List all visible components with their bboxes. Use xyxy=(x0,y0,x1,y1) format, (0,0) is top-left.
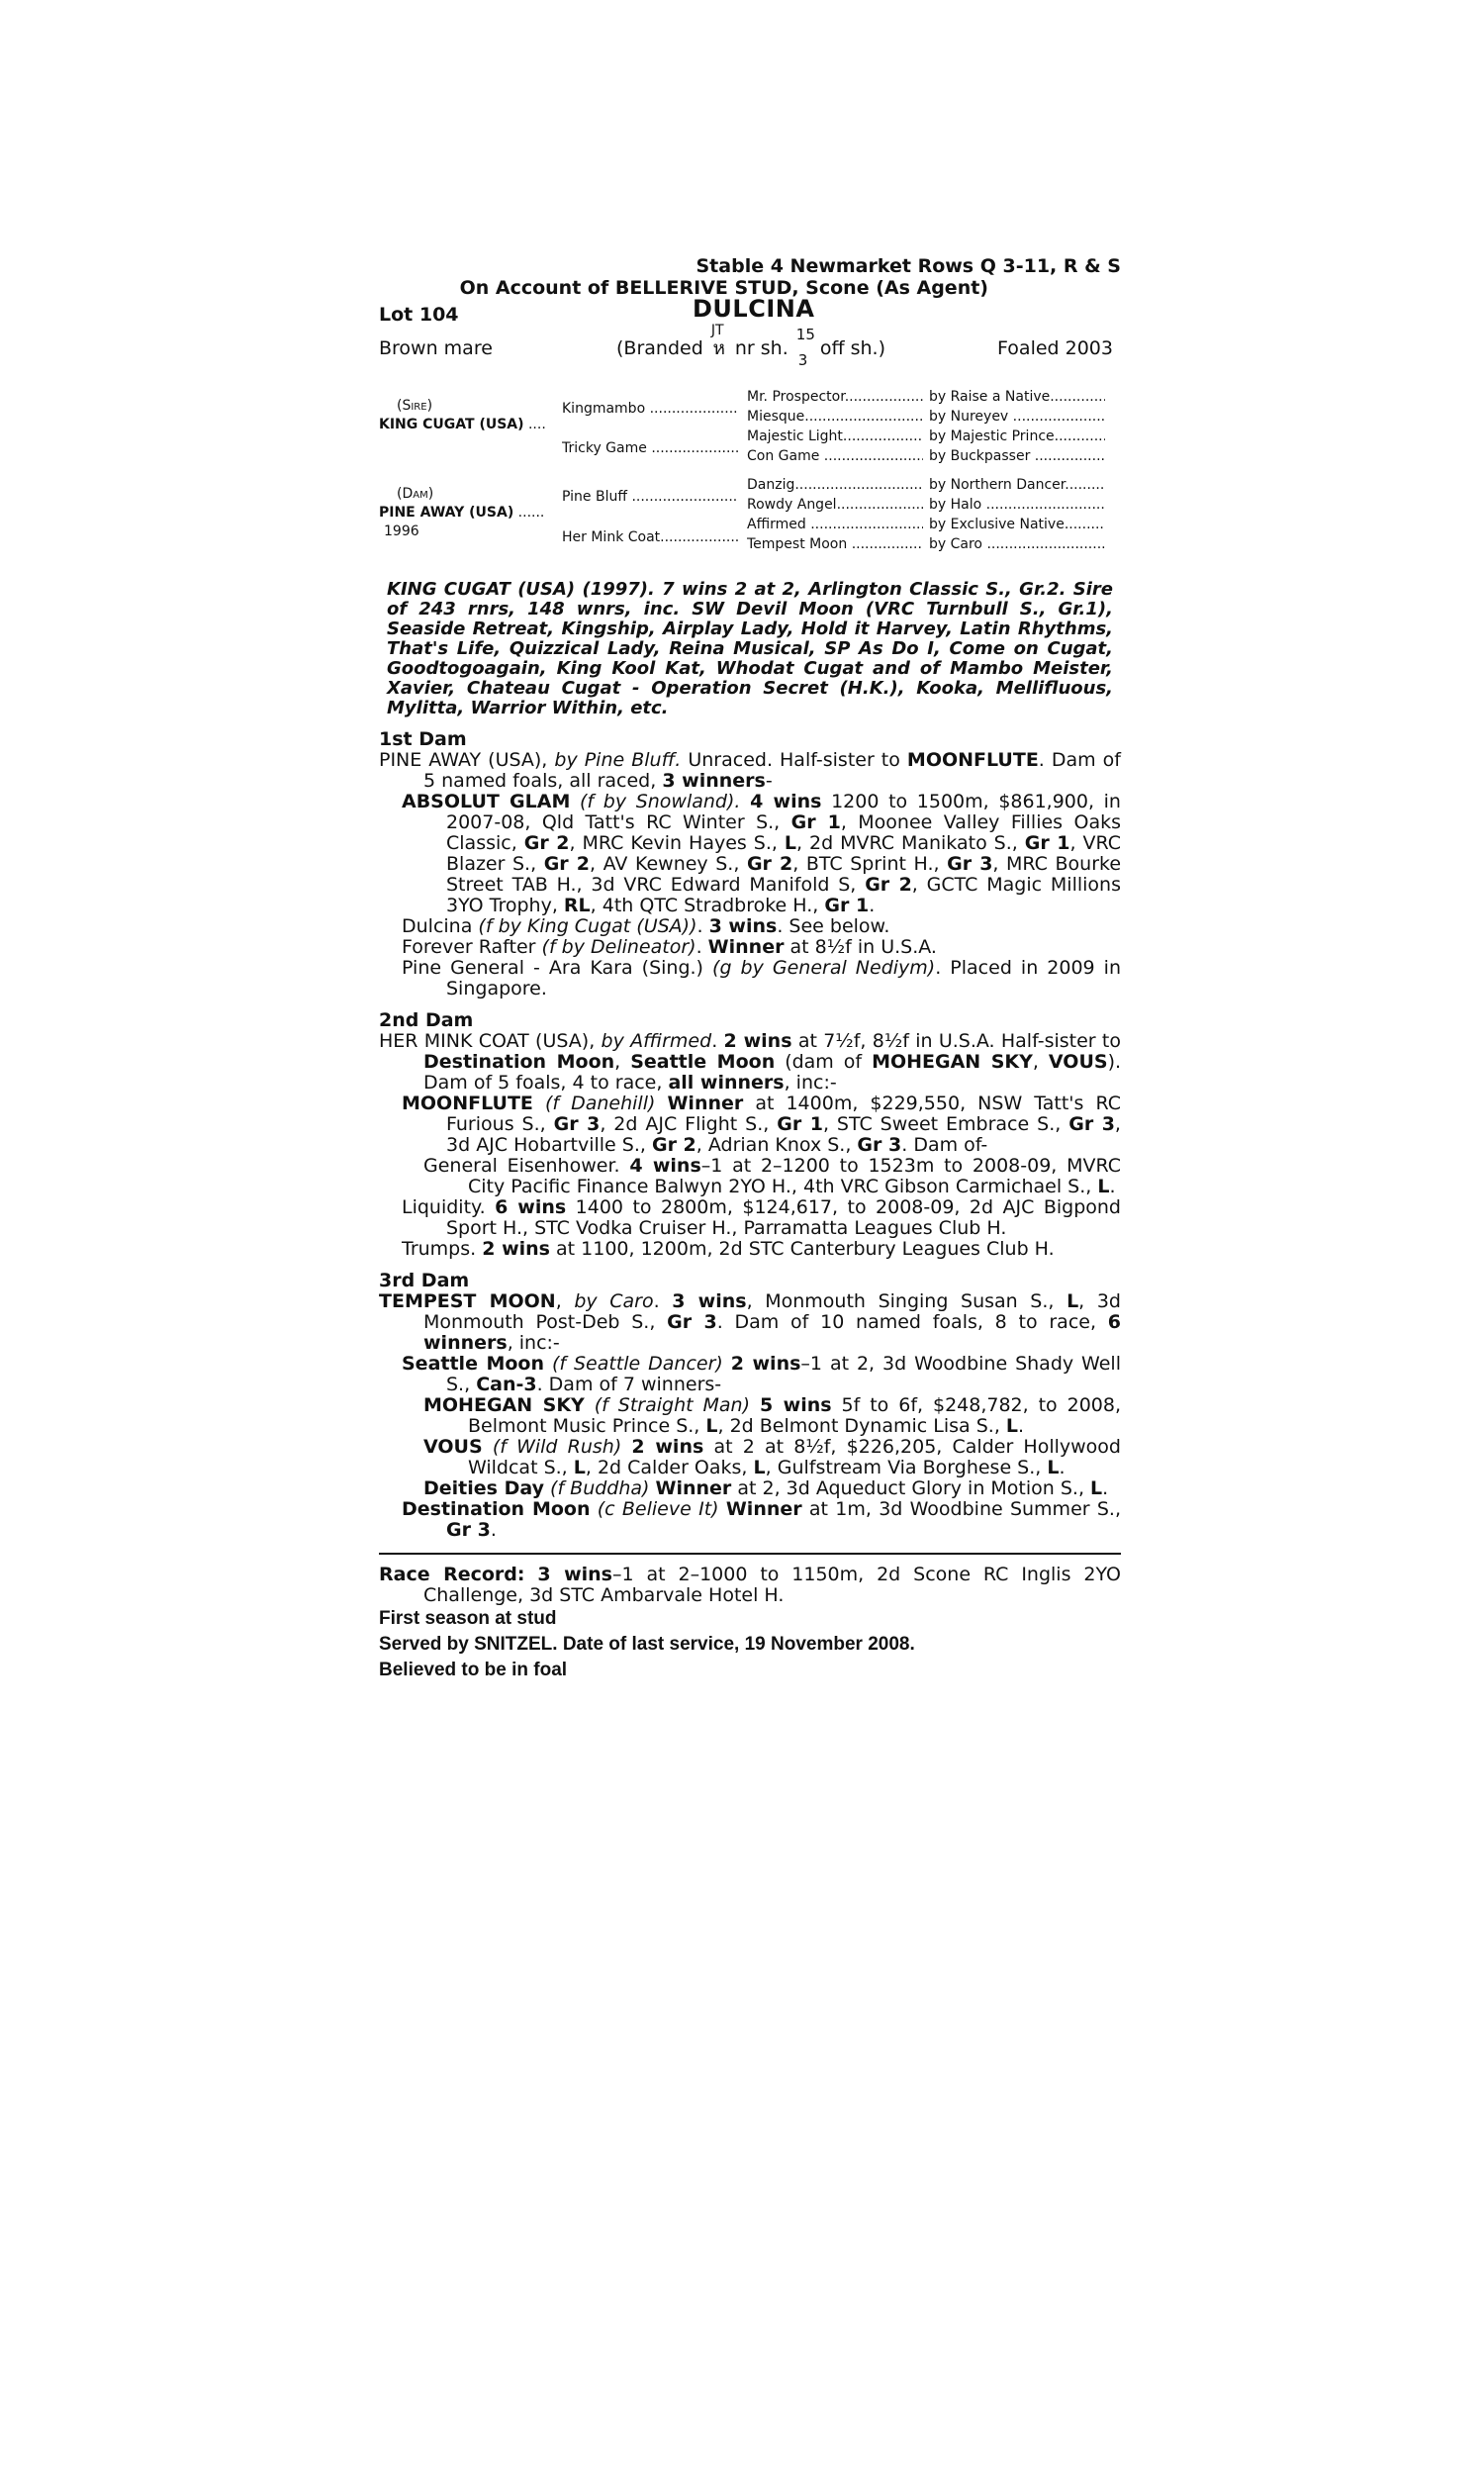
progeny-moonflute: MOONFLUTE (f Danehill) Winner at 1400m, $229,550, NSW Tatt's RC Furious S., Gr 3, 2d AJC Flight S., Gr 1, STC Sweet Embrace S., Gr 3, 3d AJC Hobartville S., Gr 2, Adrian Knox S., Gr 3. Dam of- xyxy=(402,1093,1121,1156)
lot-row xyxy=(379,295,1121,326)
first-dam-heading: 1st Dam xyxy=(379,728,467,750)
dam-year: 1996 xyxy=(384,523,419,539)
stable-location: Stable 4 Newmarket Rows Q 3-11, R & S xyxy=(696,255,1121,277)
pedigree-g2-4: Her Mink Coat ..... xyxy=(562,527,738,548)
pedigree-g3-3: Majestic Light ..... xyxy=(747,427,923,447)
second-dam-heading: 2nd Dam xyxy=(379,1009,474,1031)
progeny-forever-rafter: Forever Rafter (f by Delineator). Winner at 8½f in U.S.A. xyxy=(402,936,937,958)
horse-name: DULCINA xyxy=(693,295,815,323)
brand-close: off sh.) xyxy=(819,337,885,359)
progeny-liquidity: Liquidity. 6 wins 1400 to 2800m, $124,617, to 2008-09, 2d AJC Bigpond Sport H., STC Vodka Cruiser H., Parramatta Leagues Club H. xyxy=(402,1196,1121,1239)
pedigree-g3-6: Rowdy Angel ..... xyxy=(747,495,923,516)
foaled-year: Foaled 2003 xyxy=(997,337,1113,359)
description-row xyxy=(379,323,1121,369)
pedigree-g4-5: by Northern Dancer ..... xyxy=(929,475,1105,496)
dam-tag: (Dam) xyxy=(397,486,434,502)
pedigree-g4-2: by Nureyev ..... xyxy=(929,407,1105,428)
pedigree-g3-4: Con Game ..... xyxy=(747,446,923,467)
progeny-dulcina: Dulcina (f by King Cugat (USA)). 3 wins. See below. xyxy=(402,915,890,937)
race-record: Race Record: 3 wins–1 at 2–1000 to 1150m, 2d Scone RC Inglis 2YO Challenge, 3d STC Ambarvale Hotel H. xyxy=(379,1564,1121,1606)
dam-name: PINE AWAY (USA) ...... xyxy=(379,505,545,521)
in-foal-note: Believed to be in foal xyxy=(379,1660,568,1680)
sire-name: KING CUGAT (USA) .... xyxy=(379,417,546,432)
brand-fraction xyxy=(794,326,815,369)
pedigree-table xyxy=(379,382,1121,560)
pedigree-g3-1: Mr. Prospector ..... xyxy=(747,387,923,408)
progeny-mohegan-sky: MOHEGAN SKY (f Straight Man) 5 wins 5f to 6f, $248,782, to 2008, Belmont Music Prince S., L, 2d Belmont Dynamic Lisa S., L. xyxy=(423,1394,1121,1437)
pedigree-g4-3: by Majestic Prince ..... xyxy=(929,427,1105,447)
progeny-trumps: Trumps. 2 wins at 1100, 1200m, 2d STC Canterbury Leagues Club H. xyxy=(402,1238,1055,1260)
progeny-destination-moon: Destination Moon (c Believe It) Winner at 1m, 3d Woodbine Summer S., Gr 3. xyxy=(402,1498,1121,1541)
progeny-vous: VOUS (f Wild Rush) 2 wins at 2 at 8½f, $226,205, Calder Hollywood Wildcat S., L, 2d Calder Oaks, L, Gulfstream Via Borghese S., L. xyxy=(423,1436,1121,1478)
section-divider xyxy=(379,1553,1121,1555)
pedigree-g3-5: Danzig ..... xyxy=(747,475,923,496)
fraction-numerator: 15 xyxy=(795,326,815,343)
sex-colour: Brown mare xyxy=(379,337,493,359)
lot-number: Lot 104 xyxy=(379,304,459,326)
pedigree-g4-7: by Exclusive Native ..... xyxy=(929,515,1105,535)
pedigree-g3-8: Tempest Moon ..... xyxy=(747,534,923,555)
pedigree-g2-2: Tricky Game ..... xyxy=(562,438,738,459)
third-dam-intro: TEMPEST MOON, by Caro. 3 wins, Monmouth Singing Susan S., L, 3d Monmouth Post-Deb S., Gr 3. Dam of 10 named foals, 8 to race, 6 winners, inc:- xyxy=(379,1290,1121,1354)
pedigree-g4-1: by Raise a Native ..... xyxy=(929,387,1105,408)
pedigree-g4-6: by Halo ..... xyxy=(929,495,1105,516)
pedigree-g2-1: Kingmambo ..... xyxy=(562,399,738,420)
pedigree-g4-8: by Caro ..... xyxy=(929,534,1105,555)
fraction-denominator: 3 xyxy=(797,351,808,369)
progeny-deities-day: Deities Day (f Buddha) Winner at 2, 3d Aqueduct Glory in Motion S., L. xyxy=(423,1477,1109,1499)
brand-open: (Branded xyxy=(616,337,703,359)
brand-glyph: ห xyxy=(712,337,726,359)
pedigree-g3-7: Affirmed ..... xyxy=(747,515,923,535)
vendor-account: On Account of BELLERIVE STUD, Scone (As Agent) xyxy=(459,277,988,299)
progeny-absolut-glam: ABSOLUT GLAM (f by Snowland). 4 wins 1200 to 1500m, $861,900, in 2007-08, Qld Tatt's RC Winter S., Gr 1, Moonee Valley Fillies Oaks Classic, Gr 2, MRC Kevin Hayes S., L, 2d MVRC Manikato S., Gr 1, VRC Blazer S., Gr 2, AV Kewney S., Gr 2, BTC Sprint H., Gr 3, MRC Bourke Street TAB H., 3d VRC Edward Manifold S, Gr 2, GCTC Magic Millions 3YO Trophy, RL, 4th QTC Stradbroke H., Gr 1. xyxy=(402,791,1122,916)
brand-mid: nr sh. xyxy=(734,337,788,359)
service-note: Served by SNITZEL. Date of last service, 19 November 2008. xyxy=(379,1634,915,1655)
progeny-general-eisenhower: General Eisenhower. 4 wins–1 at 2–1200 to 1523m to 2008-09, MVRC City Pacific Finance Balwyn 2YO H., 4th VRC Gibson Carmichael S., L. xyxy=(423,1155,1121,1197)
pedigree-g4-4: by Buckpasser ..... xyxy=(929,446,1105,467)
second-dam-intro: HER MINK COAT (USA), by Affirmed. 2 wins at 7½f, 8½f in U.S.A. Half-sister to Destination Moon, Seattle Moon (dam of MOHEGAN SKY, VOUS). Dam of 5 foals, 4 to race, all winners, inc:- xyxy=(379,1030,1122,1094)
brand-info xyxy=(616,323,885,369)
catalogue-page xyxy=(379,255,1121,1683)
pedigree-g2-3: Pine Bluff ..... xyxy=(562,487,738,508)
first-season-note: First season at stud xyxy=(379,1608,557,1629)
progeny-seattle-moon: Seattle Moon (f Seattle Dancer) 2 wins–1 at 2, 3d Woodbine Shady Well S., Can-3. Dam of 7 winners- xyxy=(402,1353,1121,1395)
pedigree-g3-2: Miesque ..... xyxy=(747,407,923,428)
brand-symbol xyxy=(709,323,729,359)
sire-summary: KING CUGAT (USA) (1997). 7 wins 2 at 2, Arlington Classic S., Gr.2. Sire of 243 rnrs, 148 wnrs, inc. SW Devil Moon (VRC Turnbull S., Gr.1), Seaside Retreat, Kingship, Airplay Lady, Hold it Harvey, Latin Rhythms, That's Life, Quizzical Lady, Reina Musical, SP As Do I, Come on Cugat, Goodtogoagain, King Kool Kat, Whodat Cugat and of Mambo Meister, Xavier, Chateau Cugat - Operation Secret (H.K.), Kooka, Mellifluous, Mylitta, Warrior Within, etc. xyxy=(387,579,1113,718)
sire-tag: (Sire) xyxy=(397,398,433,414)
progeny-pine-general: Pine General - Ara Kara (Sing.) (g by General Nediym). Placed in 2009 in Singapore. xyxy=(402,957,1121,999)
third-dam-heading: 3rd Dam xyxy=(379,1270,470,1291)
brand-super: JT xyxy=(710,323,724,338)
first-dam-intro: PINE AWAY (USA), by Pine Bluff. Unraced. Half-sister to MOONFLUTE. Dam of 5 named foals, all raced, 3 winners- xyxy=(379,749,1121,792)
